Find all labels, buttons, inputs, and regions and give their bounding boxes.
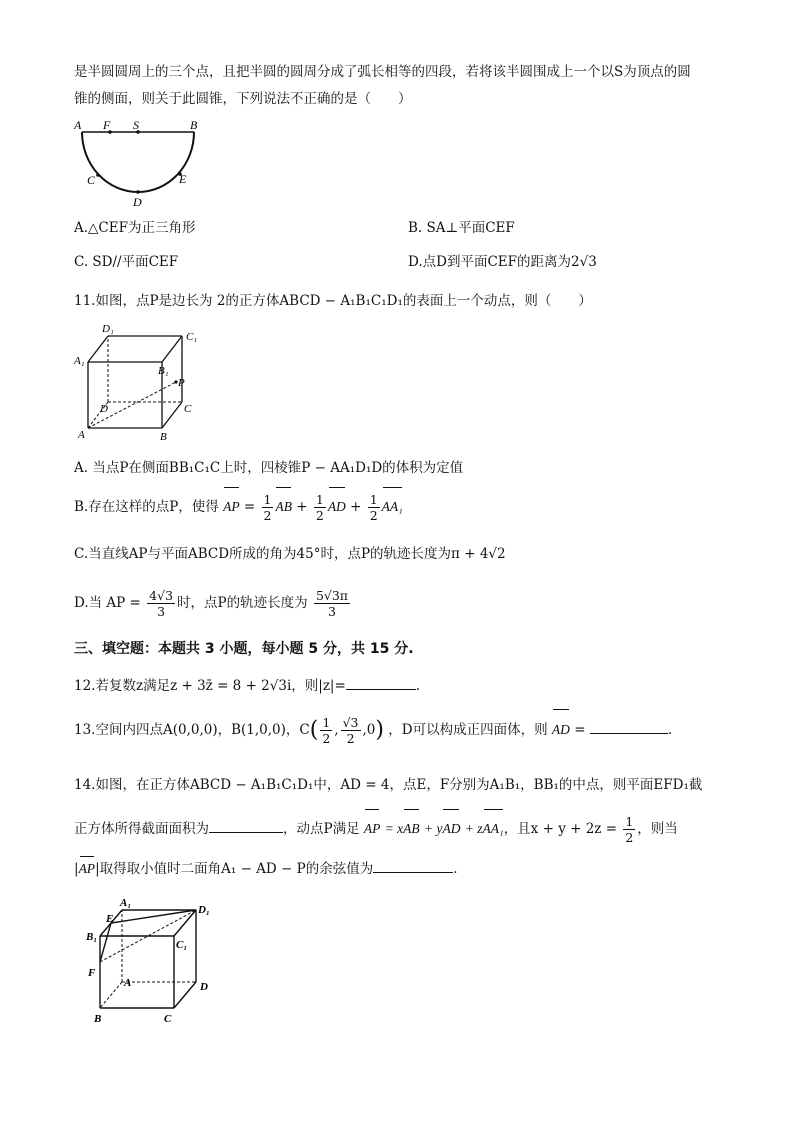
eq-x: = x — [384, 821, 404, 836]
q12-text: 12.若复数z满足z + 3z̄ = 8 + 2√3i，则|z|= — [74, 678, 346, 694]
half-num-2: 1 — [315, 492, 324, 507]
q13-frac1-den: 2 — [322, 731, 331, 746]
label-a1: A₁ — [120, 897, 132, 909]
q11-option-d-mid: 时，点P的轨迹长度为 — [177, 595, 308, 611]
q14-line2-pre: 正方体所得截面面积为 — [74, 821, 209, 837]
frac-num-2: 5√3π — [315, 588, 349, 603]
label-f: F — [88, 967, 96, 979]
q13-pre: 13.空间内四点A(0,0,0)，B(1,0,0)，C — [74, 722, 310, 738]
label-d1: D₁ — [102, 323, 114, 335]
label-a1: A₁ — [74, 355, 85, 367]
half-den-1: 2 — [263, 508, 272, 523]
q12-answer-blank[interactable] — [346, 675, 416, 690]
edge-ab — [100, 982, 122, 1008]
q11-stem: 11.如图，点P是边长为 2的正方体ABCD − A₁B₁C₁D₁的表面上一个动点，则（ ） — [74, 293, 592, 309]
q12-end: . — [415, 678, 421, 694]
q13-mid: ，D可以构成正四面体，则 — [388, 722, 548, 738]
frac-num: 4√3 — [149, 588, 174, 603]
edge-c1d1 — [174, 910, 196, 936]
q14-frac-half — [623, 814, 635, 845]
q10-stem-line1: 是半圆圆周上的三个点，且把半圆的圆周分成了弧长相等的四段，若将该半圆围成上一个以S为顶点的圆 — [74, 64, 691, 80]
q10-option-b: B. SA⊥平面CEF — [408, 220, 515, 236]
label-b: B — [94, 1013, 102, 1025]
edge-bc — [162, 402, 182, 428]
q14-line3-end: . — [453, 861, 458, 877]
q14-frac-den: 2 — [625, 830, 634, 845]
fraction-half-1 — [262, 492, 274, 523]
edge-b1c1 — [162, 336, 182, 362]
point-c — [96, 173, 100, 177]
label-c: C — [87, 173, 96, 187]
abs-bar-left: | — [74, 861, 79, 877]
label-d1: D₁ — [198, 904, 210, 916]
point-d — [136, 190, 140, 194]
label-b: B — [160, 431, 167, 443]
label-e: E — [106, 913, 114, 925]
semicircle-arc — [82, 132, 194, 192]
label-d: D — [100, 403, 108, 415]
label-f: F — [103, 118, 111, 132]
fraction-4sqrt3-over-3 — [147, 588, 175, 619]
q14-line2-mid: ，动点P满足 — [283, 821, 360, 837]
cube-figure-q11 — [72, 318, 202, 446]
q13-frac-2 — [341, 715, 361, 746]
q14-condition: ，且x + y + 2z = — [503, 821, 618, 837]
plus-z: + z — [464, 821, 483, 836]
q13: 13.空间内四点A(0,0,0)，B(1,0,0)，C( $\frac{1}{2}$ , $\frac{√3}{2}$ ,0) ，D可以构成正四面体，则 AD = . — [74, 712, 672, 749]
label-a: A — [78, 429, 85, 441]
edge-cd — [174, 982, 196, 1008]
fraction-half-3 — [368, 492, 380, 523]
half-num-1: 1 — [263, 492, 272, 507]
q13-frac1-num: 1 — [322, 715, 331, 730]
q11-option-d-pre: D.当 AP = — [74, 595, 141, 611]
edge-a1d1 — [88, 336, 108, 362]
q14-line3-text: |取得取小值时二面角A₁ − AD − P的余弦值为 — [95, 861, 374, 877]
q13-frac2-num: √3 — [342, 715, 359, 730]
q11-option-b-text: B.存在这样的点P，使得 — [74, 499, 219, 515]
vector-ad: AD — [328, 490, 346, 524]
equals-sign: = — [243, 499, 256, 515]
q10-option-d: D.点D到平面CEF的距离为2√3 — [408, 254, 597, 270]
half-den-3: 2 — [369, 508, 378, 523]
q14-frac-num: 1 — [625, 814, 634, 829]
right-paren: ) — [375, 717, 384, 743]
q13-eq: = — [574, 722, 586, 738]
half-den-2: 2 — [315, 508, 324, 523]
label-c1: C₁ — [186, 331, 198, 343]
left-paren: ( — [309, 717, 319, 743]
plus-sign-2: + — [350, 499, 362, 515]
half-num-3: 1 — [369, 492, 378, 507]
label-b: B — [190, 118, 198, 132]
label-d: D — [133, 195, 142, 209]
q10-stem-line2: 锥的侧面，则关于此圆锥，下列说法不正确的是（ ） — [74, 91, 412, 107]
vector-ap-q14: AP — [364, 812, 381, 846]
label-e: E — [179, 172, 187, 186]
label-d: D — [200, 981, 208, 993]
q11-option-a: A. 当点P在侧面BB₁C₁C上时，四棱锥P − AA₁D₁D的体积为定值 — [74, 460, 464, 476]
segment-ed1 — [111, 910, 196, 923]
label-a: A — [74, 118, 82, 132]
plus-y: + y — [423, 821, 443, 836]
label-b1: B₁ — [86, 931, 98, 943]
q14-area-blank[interactable] — [209, 818, 283, 833]
fraction-5sqrt3pi-over-3 — [314, 588, 350, 619]
vector-ad-q14: AD — [442, 812, 460, 846]
vector-ap-abs: AP — [79, 859, 96, 879]
cube-figure-q14 — [80, 896, 230, 1028]
vector-aa1: AA₁ — [382, 490, 403, 524]
q13-c-tail: ,0 — [362, 722, 376, 738]
q14-cosine-blank[interactable] — [373, 858, 453, 873]
vector-ab-q14: AB — [403, 812, 420, 846]
q11-option-b — [74, 490, 403, 524]
q11-option-d — [74, 584, 352, 622]
q14-line3 — [74, 858, 458, 879]
vector-ap: AP — [223, 490, 240, 524]
q10-option-a: A.△CEF为正三角形 — [74, 220, 196, 236]
q11-option-c: C.当直线AP与平面ABCD所成的角为45°时，点P的轨迹长度为π + 4√2 — [74, 546, 506, 562]
label-s: S — [133, 118, 139, 132]
label-p: P — [178, 377, 185, 389]
label-c: C — [184, 403, 192, 415]
q14-line1: 14.如图，在正方体ABCD − A₁B₁C₁D₁中，AD = 4，点E，F分别为A₁B₁，BB₁的中点，则平面EFD₁截 — [74, 777, 703, 793]
semicircle-figure — [70, 116, 210, 212]
frac-den-2: 3 — [328, 604, 336, 619]
fraction-half-2 — [314, 492, 326, 523]
label-b1: B₁ — [158, 365, 169, 377]
label-c: C — [164, 1013, 172, 1025]
q14-line2 — [74, 812, 678, 846]
q12 — [74, 675, 420, 696]
plus-sign-1: + — [296, 499, 308, 515]
frac-den: 3 — [157, 604, 166, 619]
label-c1: C₁ — [176, 939, 188, 951]
q10-option-c: C. SD//平面CEF — [74, 254, 179, 270]
q13-frac2-den: 2 — [346, 731, 355, 746]
label-a: A — [124, 977, 132, 989]
section-3-heading: 三、填空题：本题共 3 小题，每小题 5 分，共 15 分. — [74, 641, 414, 657]
vector-ab: AB — [275, 490, 292, 524]
q13-answer-blank[interactable] — [590, 719, 668, 734]
q13-frac-1 — [320, 715, 332, 746]
q14-line2-end: ，则当 — [637, 821, 678, 837]
vector-ad-q13: AD — [552, 712, 570, 748]
vector-aa1-q14: AA₁ — [483, 812, 504, 846]
q13-end: . — [667, 722, 673, 738]
